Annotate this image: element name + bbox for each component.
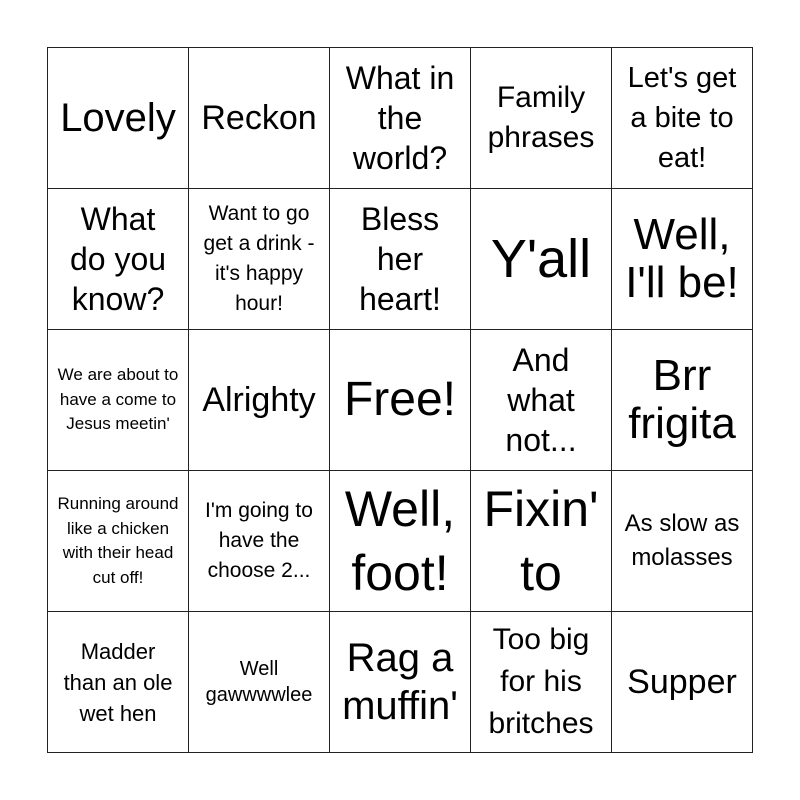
cell-text: Well gawwwwlee: [205, 658, 313, 706]
cell-text: Y'all: [490, 229, 592, 289]
bingo-board: [47, 47, 753, 753]
cell-text: What in the world?: [345, 60, 455, 176]
cell-text: Family phrases: [487, 81, 595, 154]
bingo-cell[interactable]: [48, 612, 189, 753]
cell-text: We are about to have a come to Jesus meetin': [57, 365, 179, 434]
bingo-cell[interactable]: [612, 330, 753, 471]
bingo-cell[interactable]: [471, 330, 612, 471]
bingo-cell[interactable]: [330, 330, 471, 471]
bingo-cell[interactable]: [48, 330, 189, 471]
bingo-cell[interactable]: [612, 612, 753, 753]
cell-text: Madder than an ole wet hen: [63, 638, 173, 726]
cell-text: Bless her heart!: [359, 201, 441, 317]
cell-text: Brr frigita: [628, 351, 736, 448]
bingo-cell[interactable]: [471, 612, 612, 753]
bingo-cell[interactable]: [189, 471, 330, 612]
bingo-cell[interactable]: [48, 471, 189, 612]
cell-text: Well, I'll be!: [625, 210, 739, 307]
bingo-cell[interactable]: [330, 189, 471, 330]
bingo-cell[interactable]: [189, 330, 330, 471]
cell-text: Free!: [343, 373, 457, 426]
cell-text: Well, foot!: [344, 481, 456, 601]
bingo-cell[interactable]: [612, 189, 753, 330]
bingo-cell[interactable]: [48, 48, 189, 189]
bingo-cell[interactable]: [48, 189, 189, 330]
cell-text: As slow as molasses: [624, 510, 740, 571]
bingo-cell[interactable]: [471, 189, 612, 330]
cell-text: Fixin' to: [483, 481, 599, 601]
bingo-cell[interactable]: [330, 471, 471, 612]
bingo-cell[interactable]: [612, 471, 753, 612]
bingo-cell[interactable]: [189, 189, 330, 330]
cell-text: Rag a muffin': [342, 636, 458, 728]
cell-text: I'm going to have the choose 2...: [205, 499, 313, 582]
cell-text: Lovely: [60, 96, 176, 140]
cell-text: Let's get a bite to eat!: [627, 62, 737, 174]
cell-text: Running around like a chicken with their head cut off!: [57, 494, 179, 587]
cell-text: And what not...: [505, 342, 577, 458]
bingo-cell[interactable]: [330, 48, 471, 189]
bingo-cell[interactable]: [612, 48, 753, 189]
cell-text: Supper: [627, 663, 737, 701]
bingo-cell[interactable]: [471, 48, 612, 189]
cell-text: What do you know?: [69, 201, 167, 317]
cell-text: Too big for his britches: [488, 623, 594, 740]
cell-text: Alrighty: [202, 381, 316, 419]
bingo-cell[interactable]: [330, 612, 471, 753]
bingo-cell[interactable]: [189, 48, 330, 189]
cell-text: Want to go get a drink - it's happy hour!: [203, 202, 315, 315]
bingo-cell[interactable]: [471, 471, 612, 612]
bingo-cell[interactable]: [189, 612, 330, 753]
cell-text: Reckon: [201, 99, 317, 137]
